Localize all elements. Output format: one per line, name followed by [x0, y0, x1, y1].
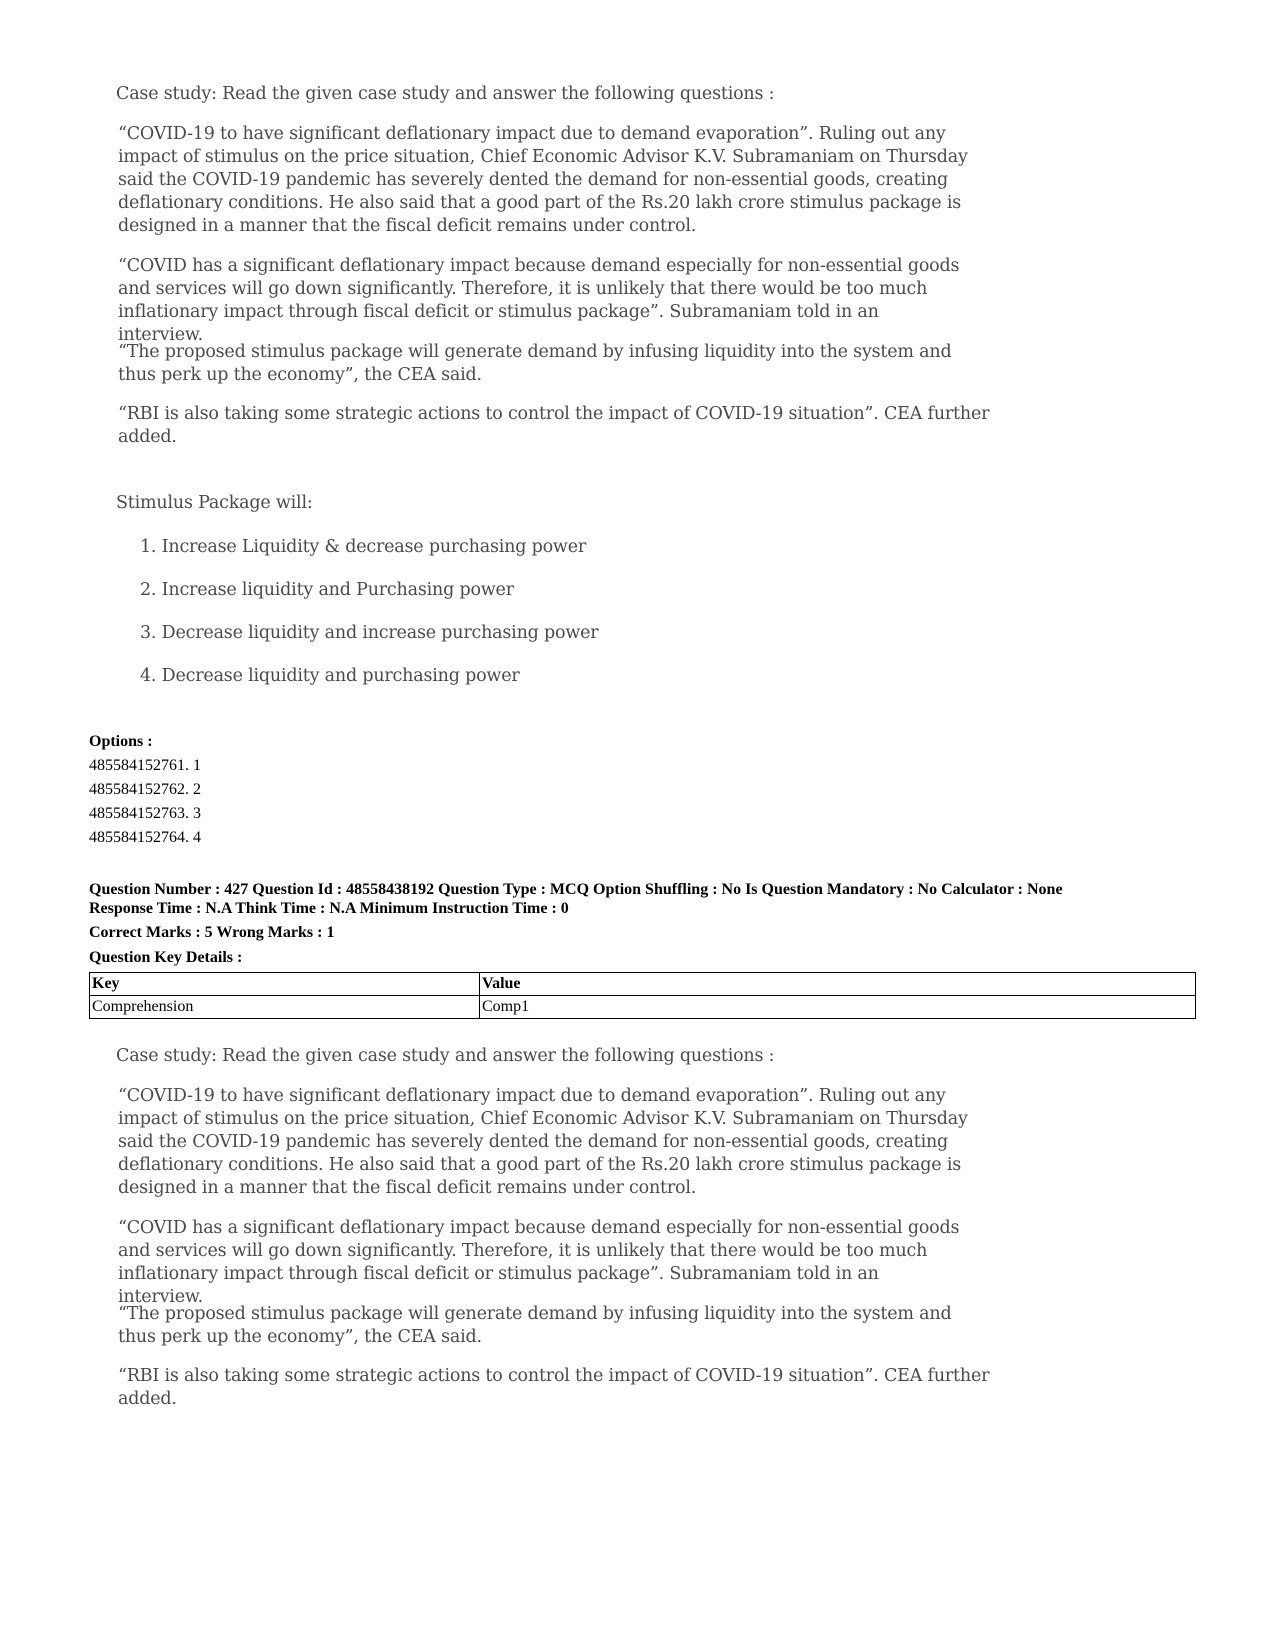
choice-item: 2. Increase liquidity and Purchasing power: [140, 580, 514, 600]
table-cell-value: Comp1: [480, 996, 1196, 1019]
case-study-paragraph-3: “The proposed stimulus package will generate demand by infusing liquidity into the system and thus perk up the economy”, the CEA said.: [118, 342, 952, 385]
case-study-paragraph-4: “RBI is also taking some strategic actions to control the impact of COVID-19 situation”. CEA further added.: [118, 404, 990, 447]
case-study-paragraph-3: “The proposed stimulus package will generate demand by infusing liquidity into the system and thus perk up the economy”, the CEA said.: [118, 1304, 952, 1347]
case-study-paragraph-2: “COVID has a significant deflationary impact because demand especially for non-essential goods and services will go down significantly. Therefore, it is unlikely that there would be too much inflationary impact through fiscal deficit or stimulus package”. Subramaniam told in an interview.: [118, 256, 960, 345]
case-study-image-top: [116, 83, 1016, 723]
table-header-row: [90, 973, 1196, 996]
option-item: 485584152764. 4: [89, 829, 201, 846]
option-item: 485584152763. 3: [89, 805, 201, 822]
case-study-paragraph-2: “COVID has a significant deflationary impact because demand especially for non-essential goods and services will go down significantly. Therefore, it is unlikely that there would be too much inflationary impact through fiscal deficit or stimulus package”. Subramaniam told in an interview.: [118, 1218, 960, 1307]
choice-item: 1. Increase Liquidity & decrease purchasing power: [140, 537, 587, 557]
table-header-key: Key: [90, 973, 480, 996]
choice-item: 4. Decrease liquidity and purchasing power: [140, 666, 520, 686]
case-study-heading: Case study: Read the given case study and answer the following questions :: [116, 1046, 775, 1066]
question-meta-line-1: Question Number : 427 Question Id : 48558438192 Question Type : MCQ Option Shuffling : No Is Question Mandatory : No Calculator : None: [89, 881, 1063, 898]
options-label: Options :: [89, 733, 153, 750]
key-details-label: Question Key Details :: [89, 949, 243, 966]
case-study-paragraph-1: “COVID-19 to have significant deflationary impact due to demand evaporation”. Ruling out any impact of stimulus on the price situation, Chief Economic Advisor K.V. Subramaniam on Thursday said the COVID-19 pandemic has severely dented the demand for non-essential goods, creating deflationary conditions. He also said that a good part of the Rs.20 lakh crore stimulus package is designed in a manner that the fiscal deficit remains under control.: [118, 124, 968, 236]
table-header-value: Value: [480, 973, 1196, 996]
marks-line: Correct Marks : 5 Wrong Marks : 1: [89, 924, 335, 941]
table-row: [90, 996, 1196, 1019]
table-cell-key: Comprehension: [90, 996, 480, 1019]
question-meta-line-2: Response Time : N.A Think Time : N.A Minimum Instruction Time : 0: [89, 900, 569, 917]
question-key-table: [89, 972, 1196, 1019]
case-study-paragraph-1: “COVID-19 to have significant deflationary impact due to demand evaporation”. Ruling out any impact of stimulus on the price situation, Chief Economic Advisor K.V. Subramaniam on Thursday said the COVID-19 pandemic has severely dented the demand for non-essential goods, creating deflationary conditions. He also said that a good part of the Rs.20 lakh crore stimulus package is designed in a manner that the fiscal deficit remains under control.: [118, 1086, 968, 1198]
case-study-question: Stimulus Package will:: [116, 493, 313, 513]
choice-item: 3. Decrease liquidity and increase purchasing power: [140, 623, 599, 643]
option-item: 485584152761. 1: [89, 757, 201, 774]
case-study-heading: Case study: Read the given case study and answer the following questions :: [116, 84, 775, 104]
case-study-paragraph-4: “RBI is also taking some strategic actions to control the impact of COVID-19 situation”. CEA further added.: [118, 1366, 990, 1409]
case-study-image-bottom: [116, 1045, 1016, 1409]
option-item: 485584152762. 2: [89, 781, 201, 798]
